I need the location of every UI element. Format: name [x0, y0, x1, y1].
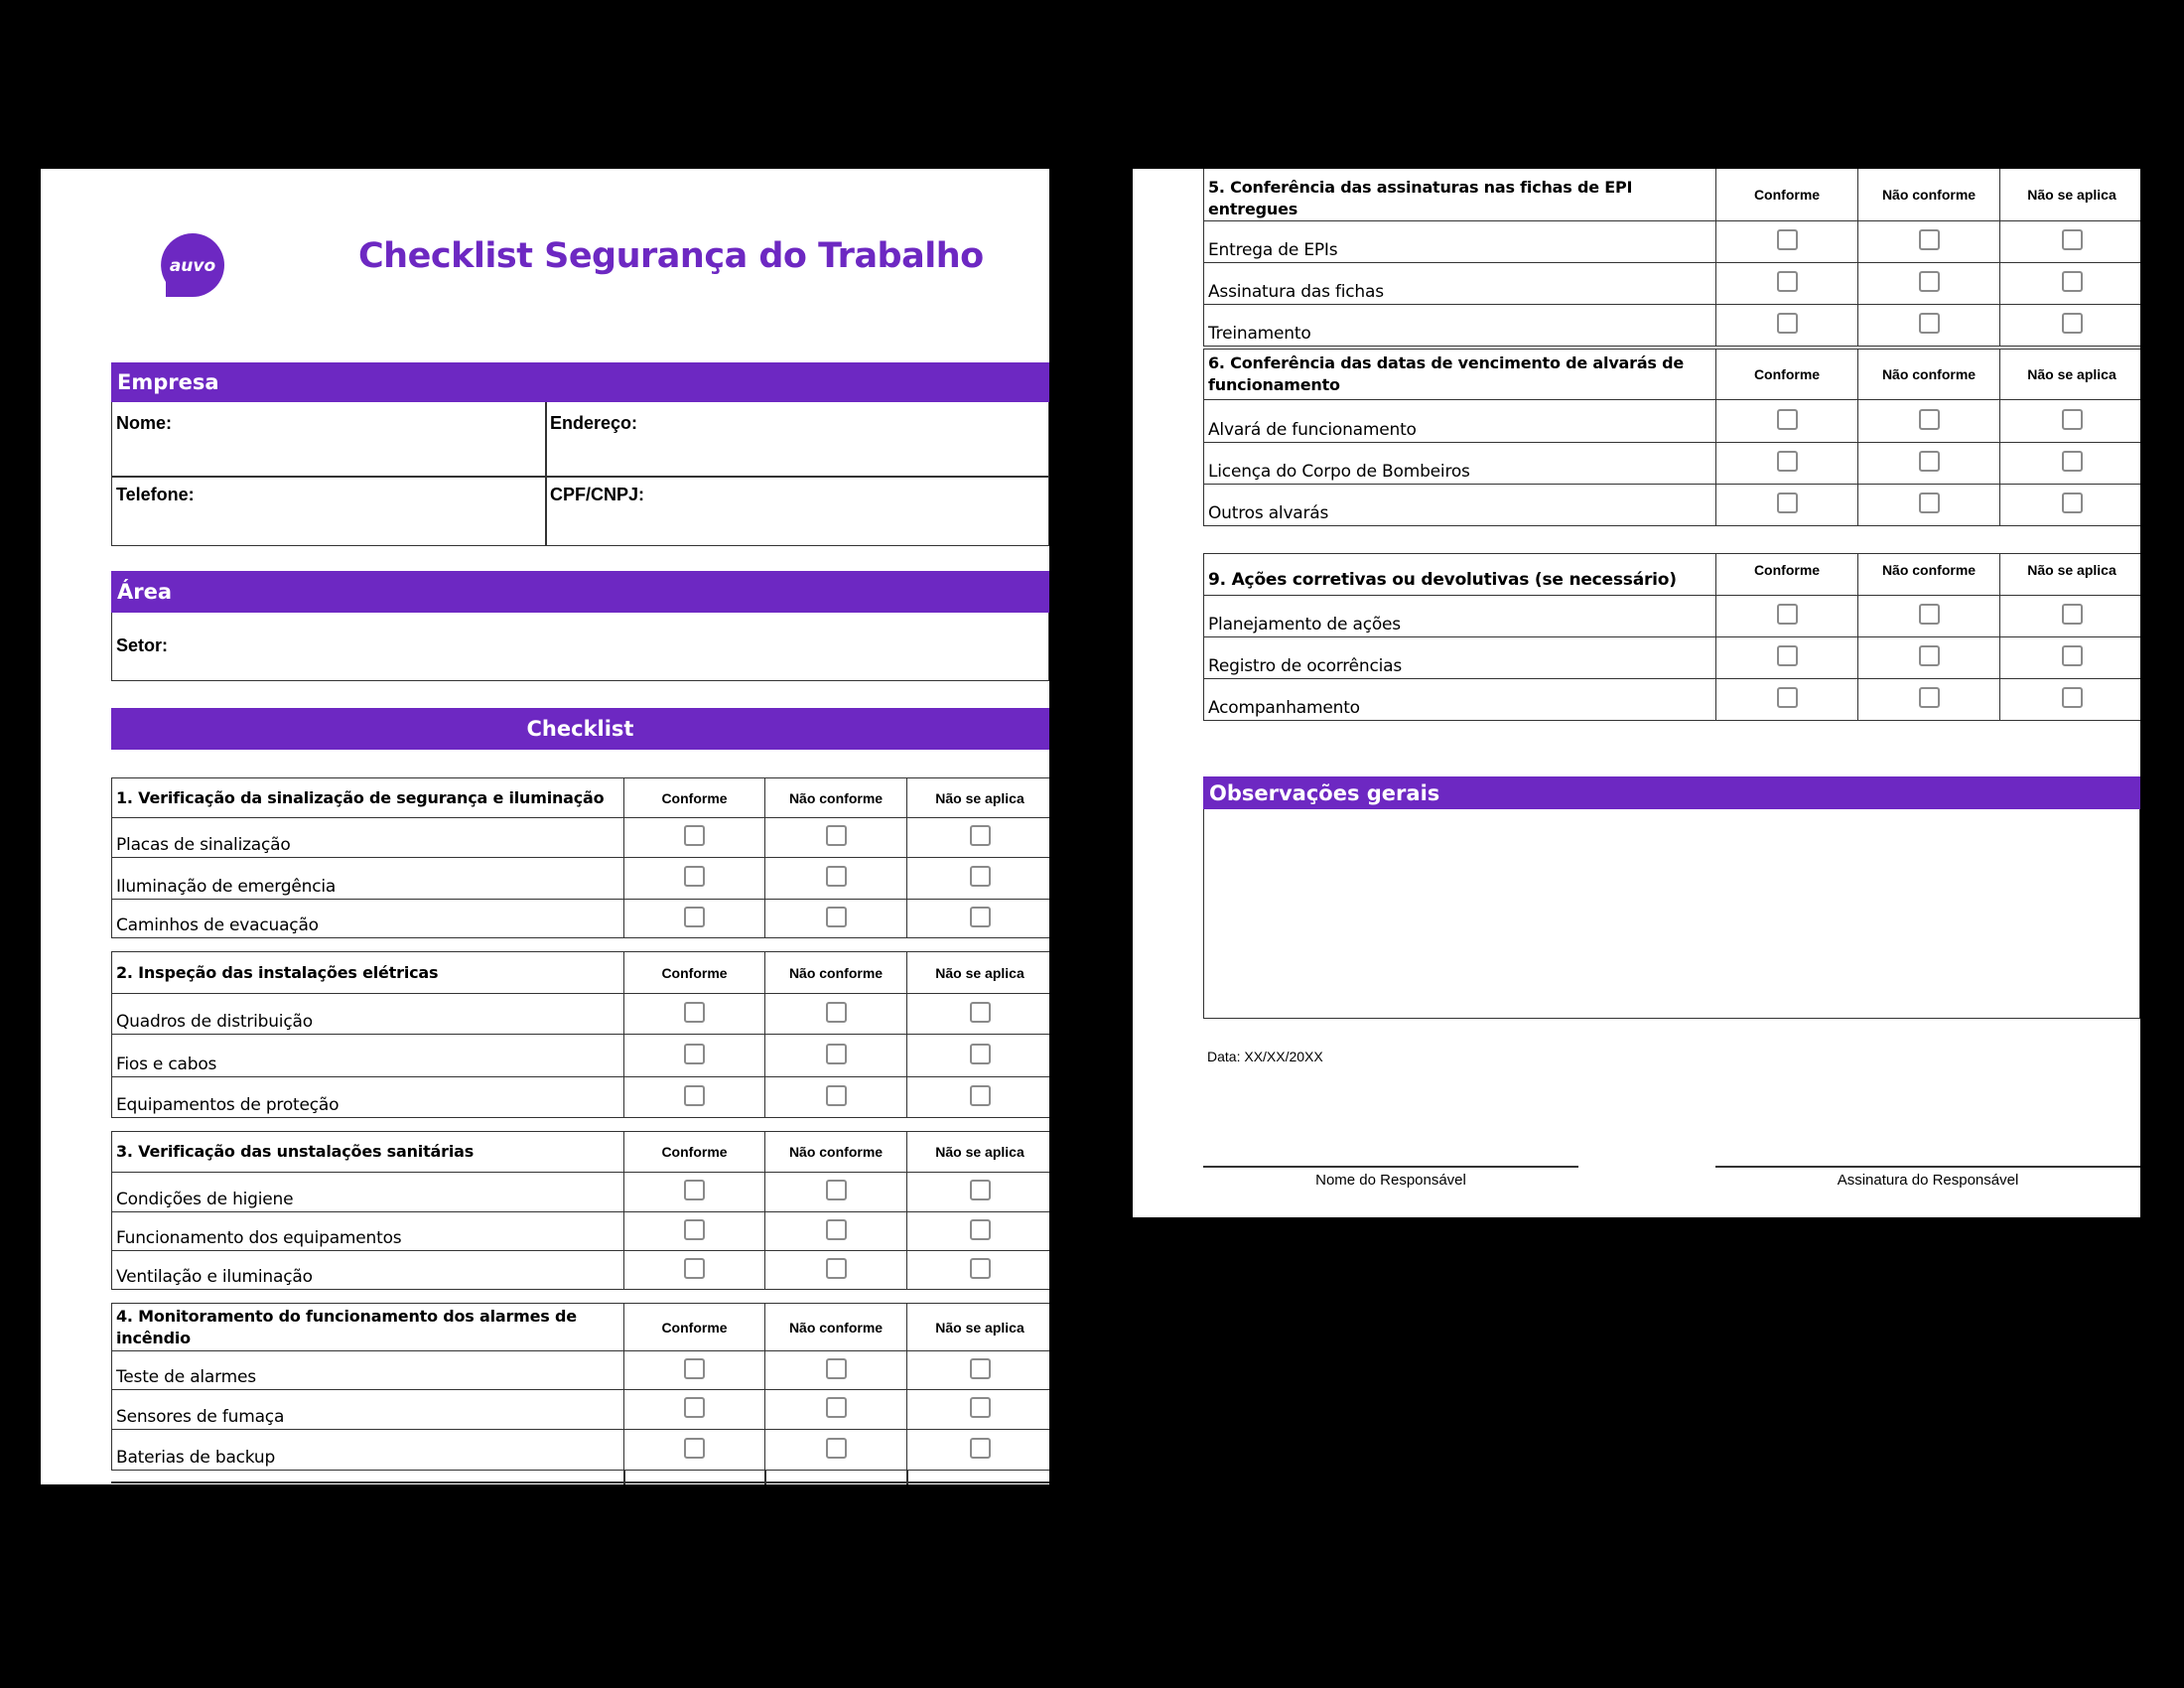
checkbox-conforme[interactable]	[1777, 492, 1798, 513]
divider	[111, 1481, 1049, 1483]
checkbox-nao-se-aplica[interactable]	[2062, 645, 2083, 666]
item-label: Acompanhamento	[1204, 679, 1716, 721]
table-row	[112, 818, 1050, 858]
column-nao-se-aplica: Não se aplica	[2000, 169, 2141, 221]
column-nao-conforme: Não conforme	[1858, 350, 2000, 400]
checkbox-nao-conforme[interactable]	[1919, 492, 1940, 513]
checkbox-nao-se-aplica[interactable]	[2062, 492, 2083, 513]
table-row	[1204, 263, 2141, 305]
checkbox-nao-se-aplica[interactable]	[970, 1258, 991, 1279]
checkbox-conforme[interactable]	[684, 1358, 705, 1379]
checkbox-conforme[interactable]	[1777, 271, 1798, 292]
auvo-logo-icon	[160, 232, 225, 298]
item-label: Funcionamento dos equipamentos	[112, 1212, 624, 1251]
checkbox-nao-conforme[interactable]	[826, 1358, 847, 1379]
checkbox-conforme[interactable]	[1777, 451, 1798, 472]
column-conforme: Conforme	[624, 952, 765, 994]
checkbox-nao-conforme[interactable]	[826, 907, 847, 927]
telefone-field[interactable]: Telefone:	[116, 485, 195, 504]
checkbox-nao-se-aplica[interactable]	[2062, 271, 2083, 292]
checkbox-conforme[interactable]	[684, 1044, 705, 1064]
column-nao-conforme: Não conforme	[765, 1304, 907, 1351]
checklist-section-3	[111, 1131, 1049, 1290]
checkbox-nao-se-aplica[interactable]	[970, 866, 991, 887]
cpf-cnpj-field[interactable]: CPF/CNPJ:	[550, 485, 645, 504]
item-label: Entrega de EPIs	[1204, 221, 1716, 263]
checklist-header: Checklist	[111, 708, 1049, 750]
checkbox-nao-conforme[interactable]	[1919, 229, 1940, 250]
item-label: Alvará de funcionamento	[1204, 400, 1716, 443]
section-title: 5. Conferência das assinaturas nas fichas de EPI entregues	[1204, 169, 1716, 221]
date-field: Data: XX/XX/20XX	[1207, 1049, 1323, 1064]
checkbox-nao-se-aplica[interactable]	[970, 825, 991, 846]
observacoes-header: Observações gerais	[1203, 776, 2140, 809]
checkbox-conforme[interactable]	[684, 866, 705, 887]
checkbox-conforme[interactable]	[684, 1397, 705, 1418]
column-nao-conforme: Não conforme	[765, 778, 907, 818]
checkbox-nao-se-aplica[interactable]	[2062, 229, 2083, 250]
nome-field[interactable]: Nome:	[116, 413, 173, 433]
checkbox-conforme[interactable]	[684, 1258, 705, 1279]
column-nao-conforme: Não conforme	[1858, 169, 2000, 221]
checklist-section-1	[111, 777, 1049, 938]
item-label: Sensores de fumaça	[112, 1390, 624, 1430]
checkbox-nao-conforme[interactable]	[826, 866, 847, 887]
checkbox-nao-se-aplica[interactable]	[970, 1085, 991, 1106]
checkbox-conforme[interactable]	[684, 825, 705, 846]
checkbox-conforme[interactable]	[684, 1002, 705, 1023]
item-label: Caminhos de evacuação	[112, 900, 624, 938]
checkbox-nao-conforme[interactable]	[1919, 687, 1940, 708]
column-conforme: Conforme	[1716, 169, 1858, 221]
section-title: 4. Monitoramento do funcionamento dos alarmes de incêndio	[112, 1304, 624, 1351]
checkbox-conforme[interactable]	[1777, 409, 1798, 430]
endereco-field[interactable]: Endereço:	[550, 413, 638, 433]
area-header: Área	[111, 571, 1049, 613]
item-label: Planejamento de ações	[1204, 596, 1716, 637]
signature-name-line	[1203, 1166, 1578, 1168]
column-conforme: Conforme	[1716, 554, 1858, 596]
item-label: Licença do Corpo de Bombeiros	[1204, 443, 1716, 485]
item-label: Equipamentos de proteção	[112, 1077, 624, 1118]
column-nao-se-aplica: Não se aplica	[907, 952, 1050, 994]
checkbox-nao-conforme[interactable]	[1919, 645, 1940, 666]
checklist-section-9	[1203, 553, 2140, 721]
document-title: Checklist Segurança do Trabalho	[358, 236, 984, 276]
checkbox-nao-se-aplica[interactable]	[970, 1358, 991, 1379]
divider	[545, 402, 547, 546]
checkbox-nao-conforme[interactable]	[1919, 271, 1940, 292]
table-row	[112, 1035, 1050, 1077]
column-nao-conforme: Não conforme	[1858, 554, 2000, 596]
signature-name-label: Nome do Responsável	[1315, 1172, 1466, 1189]
column-nao-conforme: Não conforme	[765, 1132, 907, 1173]
section-title: 9. Ações corretivas ou devolutivas (se necessário)	[1204, 554, 1716, 596]
checklist-section-5	[1203, 169, 2140, 347]
table-row	[112, 1390, 1050, 1430]
divider	[111, 476, 1049, 478]
table-row	[1204, 485, 2141, 526]
checklist-section-6	[1203, 349, 2140, 526]
checkbox-conforme[interactable]	[1777, 229, 1798, 250]
table-row	[112, 994, 1050, 1035]
page-1	[41, 169, 1049, 1484]
checkbox-conforme[interactable]	[1777, 645, 1798, 666]
table-row	[1204, 221, 2141, 263]
checkbox-nao-se-aplica[interactable]	[970, 1397, 991, 1418]
item-label: Iluminação de emergência	[112, 858, 624, 900]
signature-sign-label: Assinatura do Responsável	[1837, 1172, 2019, 1189]
checkbox-nao-se-aplica[interactable]	[2062, 313, 2083, 334]
divider	[764, 1470, 766, 1484]
checkbox-conforme[interactable]	[684, 907, 705, 927]
item-label: Placas de sinalização	[112, 818, 624, 858]
checkbox-conforme[interactable]	[1777, 604, 1798, 625]
checkbox-nao-conforme[interactable]	[826, 1044, 847, 1064]
checkbox-nao-conforme[interactable]	[826, 1085, 847, 1106]
column-nao-se-aplica: Não se aplica	[2000, 554, 2141, 596]
checkbox-conforme[interactable]	[1777, 313, 1798, 334]
divider	[623, 1470, 625, 1484]
item-label: Outros alvarás	[1204, 485, 1716, 526]
column-conforme: Conforme	[1716, 350, 1858, 400]
table-row	[112, 1077, 1050, 1118]
section-title: 1. Verificação da sinalização de segurança e iluminação	[112, 778, 624, 818]
checklist-section-2	[111, 951, 1049, 1118]
column-nao-se-aplica: Não se aplica	[2000, 350, 2141, 400]
column-nao-se-aplica: Não se aplica	[907, 1304, 1050, 1351]
checkbox-conforme[interactable]	[1777, 687, 1798, 708]
item-label: Ventilação e iluminação	[112, 1251, 624, 1290]
checkbox-nao-conforme[interactable]	[1919, 604, 1940, 625]
item-label: Fios e cabos	[112, 1035, 624, 1077]
table-row	[1204, 679, 2141, 721]
column-conforme: Conforme	[624, 1304, 765, 1351]
checkbox-nao-conforme[interactable]	[1919, 313, 1940, 334]
checkbox-nao-se-aplica[interactable]	[970, 1044, 991, 1064]
table-row	[112, 1212, 1050, 1251]
checkbox-nao-se-aplica[interactable]	[970, 1180, 991, 1200]
item-label: Treinamento	[1204, 305, 1716, 347]
item-label: Registro de ocorrências	[1204, 637, 1716, 679]
checkbox-nao-se-aplica[interactable]	[970, 1438, 991, 1459]
table-row	[112, 1173, 1050, 1212]
setor-field[interactable]: Setor:	[116, 635, 169, 655]
checkbox-nao-se-aplica[interactable]	[2062, 604, 2083, 625]
checkbox-nao-se-aplica[interactable]	[2062, 687, 2083, 708]
checkbox-nao-se-aplica[interactable]	[970, 1219, 991, 1240]
section-title: 2. Inspeção das instalações elétricas	[112, 952, 624, 994]
checkbox-nao-se-aplica[interactable]	[2062, 409, 2083, 430]
signature-sign-line	[1715, 1166, 2140, 1168]
checkbox-nao-conforme[interactable]	[826, 1438, 847, 1459]
empresa-header: Empresa	[111, 362, 1049, 402]
checkbox-conforme[interactable]	[684, 1219, 705, 1240]
checkbox-nao-se-aplica[interactable]	[970, 1002, 991, 1023]
checkbox-nao-conforme[interactable]	[826, 825, 847, 846]
checkbox-nao-conforme[interactable]	[826, 1219, 847, 1240]
checkbox-nao-se-aplica[interactable]	[2062, 451, 2083, 472]
table-row	[112, 858, 1050, 900]
column-nao-se-aplica: Não se aplica	[907, 1132, 1050, 1173]
item-label: Quadros de distribuição	[112, 994, 624, 1035]
table-row	[1204, 443, 2141, 485]
checkbox-conforme[interactable]	[684, 1180, 705, 1200]
checkbox-nao-conforme[interactable]	[1919, 409, 1940, 430]
item-label: Assinatura das fichas	[1204, 263, 1716, 305]
svg-text:auvo: auvo	[169, 256, 216, 276]
column-nao-conforme: Não conforme	[765, 952, 907, 994]
section-title: 3. Verificação das unstalações sanitárias	[112, 1132, 624, 1173]
table-row	[112, 900, 1050, 938]
item-label: Baterias de backup	[112, 1430, 624, 1471]
column-conforme: Conforme	[624, 1132, 765, 1173]
checkbox-nao-conforme[interactable]	[1919, 451, 1940, 472]
checkbox-nao-conforme[interactable]	[826, 1002, 847, 1023]
table-row	[1204, 637, 2141, 679]
table-row	[1204, 596, 2141, 637]
page-2	[1133, 169, 2140, 1217]
table-row	[112, 1251, 1050, 1290]
observacoes-textarea[interactable]	[1203, 809, 2140, 1019]
area-fields	[111, 613, 1049, 681]
section-title: 6. Conferência das datas de vencimento de alvarás de funcionamento	[1204, 350, 1716, 400]
item-label: Teste de alarmes	[112, 1351, 624, 1390]
item-label: Condições de higiene	[112, 1173, 624, 1212]
table-row	[1204, 305, 2141, 347]
checkbox-nao-se-aplica[interactable]	[970, 907, 991, 927]
checklist-section-4	[111, 1303, 1049, 1471]
table-row	[1204, 400, 2141, 443]
table-row	[112, 1351, 1050, 1390]
checkbox-nao-conforme[interactable]	[826, 1258, 847, 1279]
checkbox-nao-conforme[interactable]	[826, 1397, 847, 1418]
checkbox-conforme[interactable]	[684, 1438, 705, 1459]
column-conforme: Conforme	[624, 778, 765, 818]
checkbox-nao-conforme[interactable]	[826, 1180, 847, 1200]
divider	[906, 1470, 908, 1484]
checkbox-conforme[interactable]	[684, 1085, 705, 1106]
column-nao-se-aplica: Não se aplica	[907, 778, 1050, 818]
table-row	[112, 1430, 1050, 1471]
